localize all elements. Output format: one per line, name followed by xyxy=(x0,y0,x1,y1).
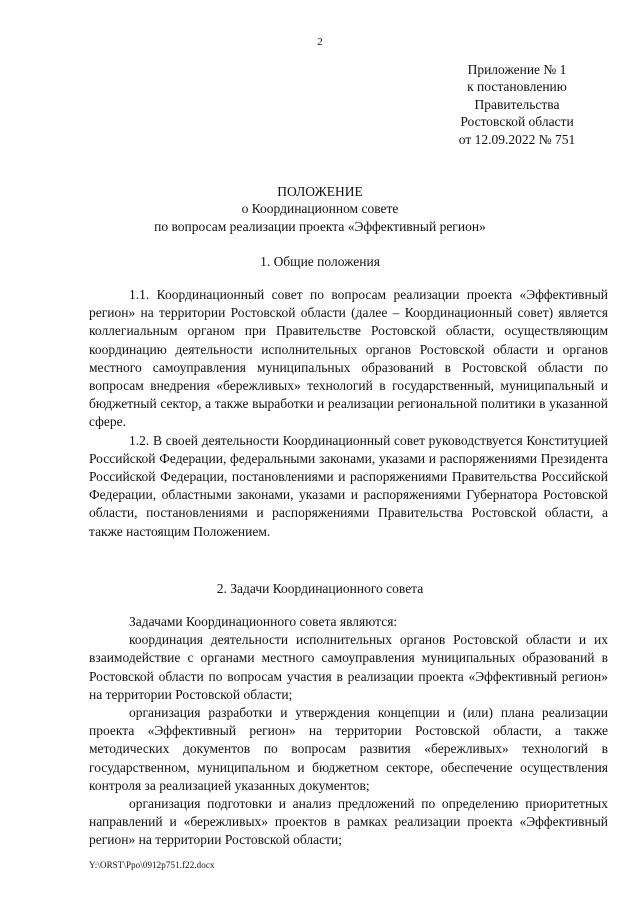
section-body-tasks xyxy=(89,613,608,850)
section-heading-tasks: 2. Задачи Координационного совета xyxy=(216,581,424,596)
section-body-general xyxy=(89,286,608,541)
paragraph: 1.1. Координационный совет по вопросам реализации проекта «Эффективный регион» на территории Ростовской области (далее – Координационный совет) является коллегиальным органом при Правительстве Ростовской области, осуществляющим координацию деятельности исполнительных органов Ростовской области и органов местного самоуправления муниципальных образований в Ростовской области по вопросам внедрения «бережливых» технологий в государственный, муниципальный и бюджетный сектор, а также выработки и реализации региональной политики в указанной сфере. xyxy=(89,287,608,430)
paragraph: организация разработки и утверждения концепции и (или) плана реализации проекта «Эффективный регион» на территории Ростовской области, а также методических документов по вопросам развития «бережливых» технологий в государственном, муниципальном и бюджетном секторе, обеспечение осуществления контроля за реализацией указанных документов; xyxy=(89,705,608,793)
appendix-line: Приложение № 1 xyxy=(467,62,567,77)
appendix-line: Правительства xyxy=(474,96,560,112)
title-line: о Координационном совете xyxy=(241,201,399,217)
paragraph: 1.2. В своей деятельности Координационный совет руководствуется Конституцией Российской Федерации, федеральными законами, указами и распоряжениями Президента Российской Федерации, постановлениями и распоряжениями Правительства Российской Федерации, областными законами, указами и распоряжениями Губернатора Ростовской области, постановлениями и распоряжениями Правительства Ростовской области, а также настоящим Положением. xyxy=(89,432,608,539)
appendix-line: Ростовской области xyxy=(460,114,574,130)
paragraph: Задачами Координационного совета являются: xyxy=(129,614,398,629)
appendix-line: от 12.09.2022 № 751 xyxy=(458,131,576,147)
page-number: 2 xyxy=(317,36,323,48)
paragraph: координация деятельности исполнительных органов Ростовской области и их взаимодействие с органами местного самоуправления муниципальных образований в Ростовской области по вопросам участия в реализации проекта «Эффективный регион» на территории Ростовской области; xyxy=(89,632,608,702)
footer-file-path: Y:\ORST\Ppo\0912p751.f22.docx xyxy=(89,860,215,870)
title-line: ПОЛОЖЕНИЕ xyxy=(277,184,363,199)
title-line: по вопросам реализации проекта «Эффективный регион» xyxy=(154,218,486,234)
paragraph: организация подготовки и анализ предложений по определению приоритетных направлений и «бережливых» проектов в рамках реализации проекта «Эффективный регион» на территории Ростовской области; xyxy=(89,796,608,848)
appendix-line: к постановлению xyxy=(467,79,567,95)
appendix-note xyxy=(432,61,602,148)
document-title xyxy=(0,183,640,235)
section-heading-general: 1. Общие положения xyxy=(260,254,380,269)
